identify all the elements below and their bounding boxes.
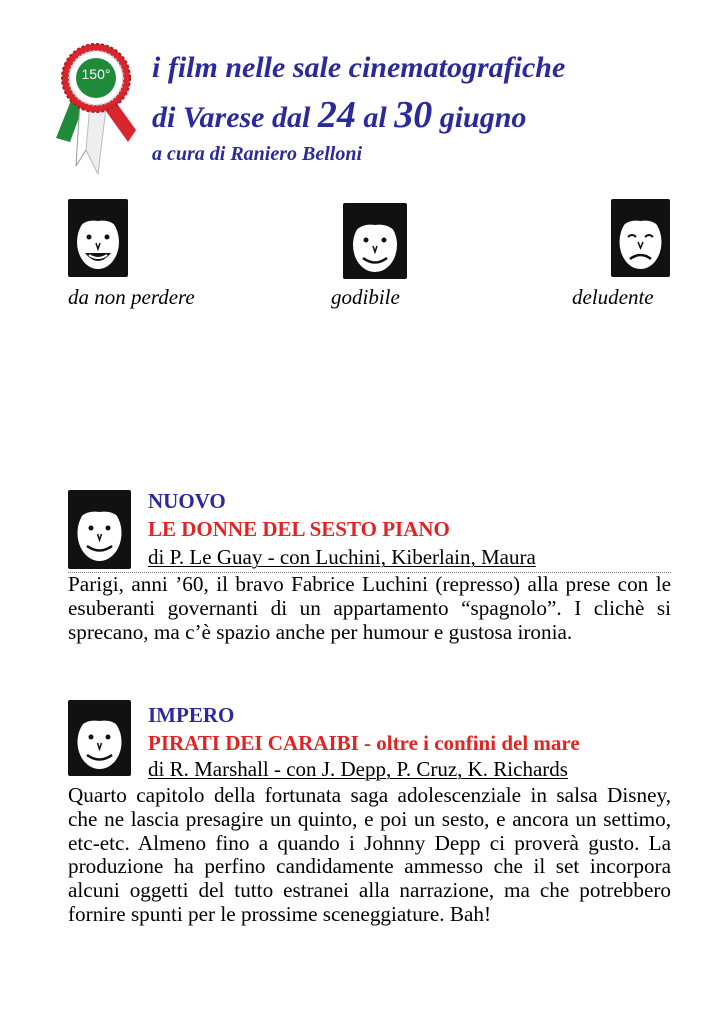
byline: a cura di Raniero Belloni <box>152 143 363 165</box>
review-rating-icon <box>68 490 131 569</box>
review-rating-icon <box>68 700 131 776</box>
review-text: Quarto capitolo della fortunata saga adolescenziale in salsa Disney, che ne lascia presagire un quinto, e poi un sesto, e ancora un settimo, etc-etc. Almeno fino a quando i Johnny Depp ci proverà gusto. La produzione ha perfino candidamente ammesso che il set incorpora alcuni oggetti del tutto estranei alla narrazione, ma che potrebbero fornire spunti per le prossime sceneggiature. Bah! <box>68 783 671 926</box>
page-title-line1: i film nelle sale cinematografiche <box>152 51 566 84</box>
review-cinema: IMPERO <box>148 703 235 727</box>
page-title-line2: di Varese dal 24 al 30 giugno <box>152 94 527 136</box>
review-credits: di R. Marshall - con J. Depp, P. Cruz, K. Richards <box>148 757 568 781</box>
review-text: Parigi, anni ’60, il bravo Fabrice Luchini (represso) alla prese con le esuberanti governanti di un appartamento “spagnolo”. I clichè si sprecano, ma c’è spazio anche per humour e gustosa ironia. <box>68 572 671 644</box>
sad-face-icon <box>611 199 670 277</box>
review-cinema: NUOVO <box>148 489 226 513</box>
date-to: 30 <box>394 94 433 136</box>
review-film-title: LE DONNE DEL SESTO PIANO <box>148 517 450 541</box>
rating-label-godibile: godibile <box>331 285 400 309</box>
rosette-150-logo <box>50 38 138 178</box>
review-film-title: PIRATI DEI CARAIBI - oltre i confini del mare <box>148 731 580 755</box>
badge-text: 150° <box>81 66 111 82</box>
rating-label-da-non-perdere: da non perdere <box>68 285 195 309</box>
rosette-icon <box>50 38 138 178</box>
smiling-face-icon <box>343 203 407 279</box>
happy-face-icon <box>68 199 128 277</box>
rating-label-deludente: deludente <box>572 285 654 309</box>
review-credits: di P. Le Guay - con Luchini, Kiberlain, Maura <box>148 545 536 569</box>
date-from: 24 <box>317 94 356 136</box>
